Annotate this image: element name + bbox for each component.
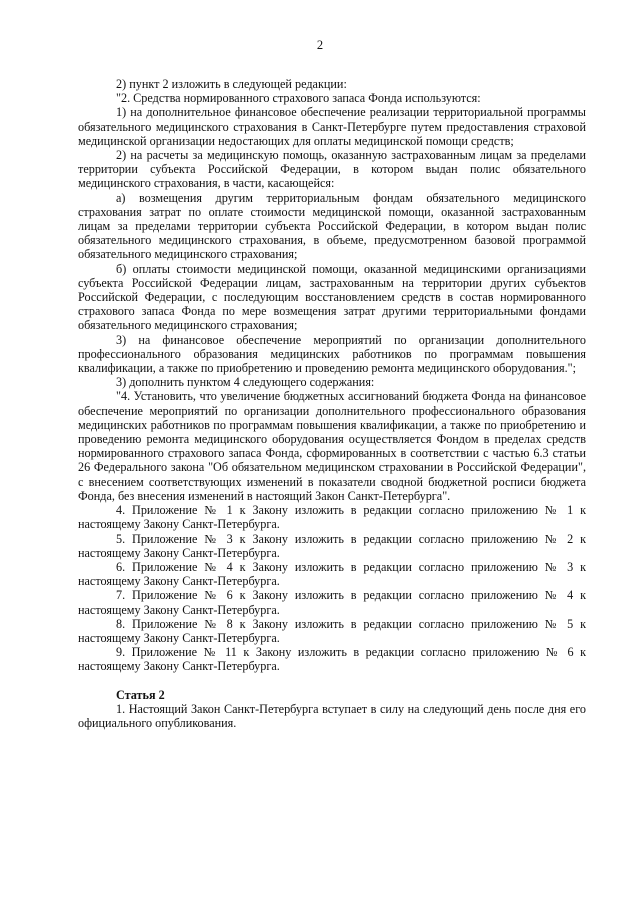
paragraph-appendix-8: 8. Приложение № 8 к Закону изложить в редакции согласно приложению № 5 к настоящему Закону Санкт-Петербурга. bbox=[78, 616, 586, 645]
paragraph-appendix-4: 6. Приложение № 4 к Закону изложить в редакции согласно приложению № 3 к настоящему Закону Санкт-Петербурга. bbox=[78, 559, 586, 589]
paragraph-appendix-3: 5. Приложение № 3 к Закону изложить в редакции согласно приложению № 2 к настоящему Закону Санкт-Петербурга. bbox=[78, 531, 586, 560]
paragraph-subitem-2a: а) возмещения другим территориальным фондам обязательного медицинского страхования затрат по оплате стоимости медицинской помощи, оказанной застрахованным лицам за пределами территории субъекта Российской Федерации, в котором выдан полис обязательного медицинского страхования, в объеме, предусмотренном базовой программой обязательного медицинского страхования; bbox=[78, 190, 586, 262]
paragraph-item-4-text: "4. Установить, что увеличение бюджетных ассигнований бюджета Фонда на финансовое обеспечение мероприятий по организации дополнительного профессионального образования медицинских работников по программам повышения квалификации, а также по приобретению и проведению ремонта медицинского оборудования осуществляется Фондом в пределах средств нормированного страхового запаса Фонда, сформированных в соответствии с частью 6.3 статьи 26 Федерального закона "Об обязательном медицинском страховании в Российской Федерации", с внесением соответствующих изменений в показатели сводной бюджетной росписи бюджета Фонда, без внесения изменений в настоящий Закон Санкт-Петербурга". bbox=[78, 389, 586, 503]
document-body bbox=[78, 77, 586, 730]
paragraph-subitem-1: 1) на дополнительное финансовое обеспечение реализации территориальной программы обязательного медицинского страхования в Санкт-Петербурге путем предоставления страховой медицинской организации недостающих для оплаты медицинской помощи средств; bbox=[78, 105, 586, 148]
paragraph-subitem-2b: б) оплаты стоимости медицинской помощи, оказанной медицинскими организациями субъекта Российской Федерации лицам, застрахованным на территории других субъектов Российской Федерации, с последующим восстановлением средств в состав нормированного страхового запаса Фонда по мере возмещения затрат другими территориальными фондами обязательного медицинского страхования; bbox=[78, 261, 586, 333]
paragraph-appendix-6: 7. Приложение № 6 к Закону изложить в редакции согласно приложению № 4 к настоящему Закону Санкт-Петербурга. bbox=[78, 588, 586, 617]
paragraph-subitem-2: 2) на расчеты за медицинскую помощь, оказанную застрахованным лицам за пределами территории субъекта Российской Федерации, в котором выдан полис обязательного медицинского страхования, в части, касающейся: bbox=[78, 148, 586, 191]
page-number: 2 bbox=[316, 38, 324, 52]
paragraph-appendix-1: 4. Приложение № 1 к Закону изложить в редакции согласно приложению № 1 к настоящему Закону Санкт-Петербурга. bbox=[78, 503, 586, 532]
section-spacer bbox=[78, 674, 586, 688]
paragraph-item-2-intro: 2) пункт 2 изложить в следующей редакции: bbox=[116, 77, 347, 91]
paragraph-subitem-3: 3) на финансовое обеспечение мероприятий по организации дополнительного профессионального образования медицинских работников по программам повышения квалификации, а также по приобретению и проведению ремонта медицинского оборудования."; bbox=[78, 332, 586, 376]
paragraph-item-3-intro: 3) дополнить пунктом 4 следующего содержания: bbox=[116, 375, 375, 390]
article-2-paragraph-1: 1. Настоящий Закон Санкт-Петербурга вступает в силу на следующий день после дня его официального опубликования. bbox=[78, 701, 586, 730]
article-2-heading: Статья 2 bbox=[116, 687, 165, 702]
paragraph-item-2-heading: "2. Средства нормированного страхового запаса Фонда используются: bbox=[116, 91, 481, 106]
paragraph-appendix-11: 9. Приложение № 11 к Закону изложить в редакции согласно приложению № 6 к настоящему Закону Санкт-Петербурга. bbox=[78, 645, 586, 674]
